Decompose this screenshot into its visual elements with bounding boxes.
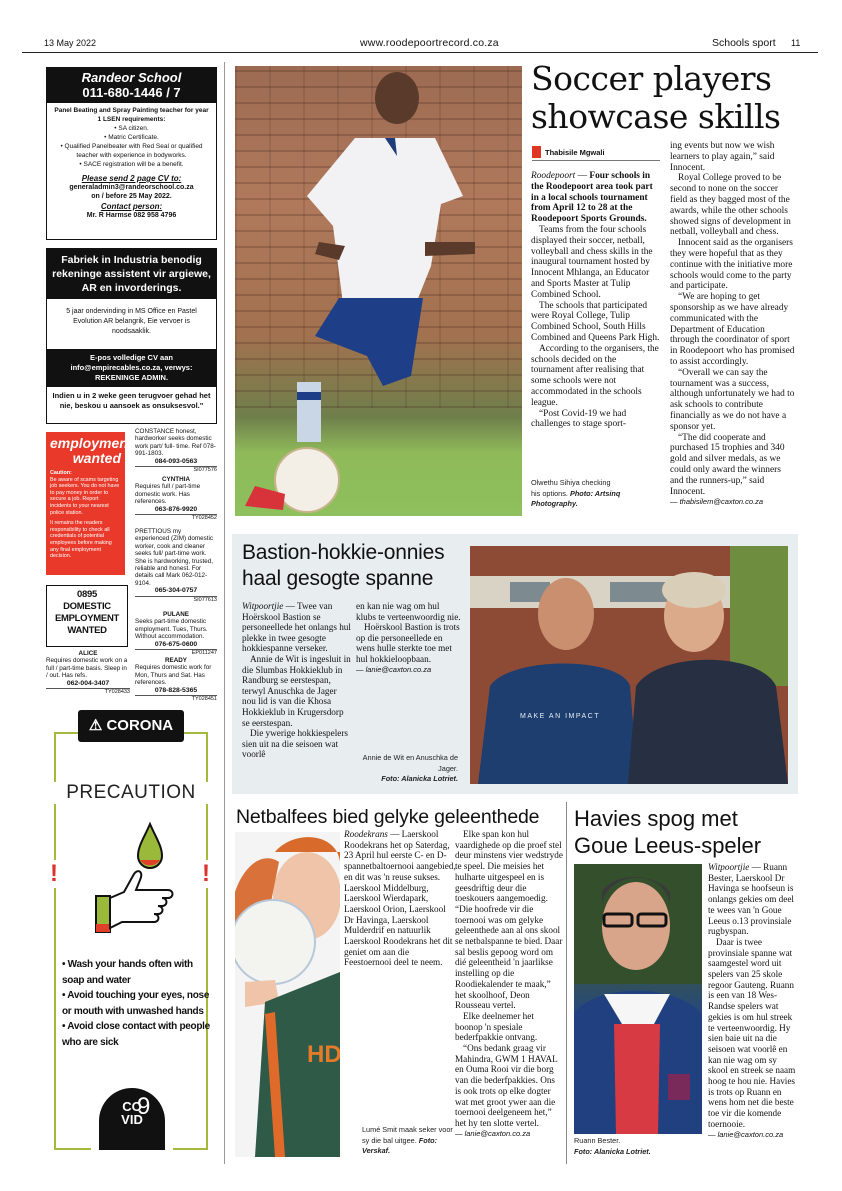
author-email[interactable]: — lanie@caxton.co.za [708,1129,784,1139]
fabriek-footer: Indien u in 2 weke geen terugvoer gehad het nie, beskou u aansoek as onsuksesvol." [52,391,211,410]
headline-line-2: haal gesogte spanne [242,567,434,590]
caption-text: Lumé Smit maak seker voor sy die bal uitgee. [362,1125,453,1145]
author-byline: Thabisile Mgwali [545,148,605,157]
randeor-phone: 011-680-1446 / 7 [82,85,181,100]
classified-text: Seeks part-time domestic employment. Tues, Thurs. Without accommodation. [135,618,208,641]
paragraph: Ruann Bester, Laerskool Dr Havinga se hoofseun is onlangs gekies om deel te wees van 'n Goue Leeus o.13 provinsiale rugbyspan. [708,862,794,937]
two-women-figure [470,546,788,784]
havies-headline [574,805,761,859]
column-divider [566,802,567,1164]
soccer-body-col1: Roodepoort — Four schools in the Roodepoort area took part in a local schools tournament from April 12 to 28 at the Roodepoort Sports Grounds. Teams from the four schools displayed their soccer, netball, volleyball and chess skills in the inaugural tournament hosted by Innocent Mhlanga, an Educator and Sports Master at Tulip Combined School. The schools that participated were Royal College, Tulip Combined School, South Hills Combined and Queens Park High. According to the organisers, the schools decided on the tournament after realising that some schools were not accommodated in the schools league. “Post Covid-19 we had challenges to stage sport- [531,171,660,430]
netball-photo-caption [362,1125,457,1157]
caption-text: Ruann Bester. [574,1136,621,1145]
classified-phone: 084-093-0563 [154,457,198,465]
wanted-title: wanted [72,450,121,466]
classified-name: CYNTHIA [162,476,190,483]
classified-ref: TY028433 [46,688,130,696]
classified-name: READY [164,657,188,664]
caption-text: Annie de Wit en Anuschka de Jager. [362,753,458,773]
netball-player-figure [235,832,340,1157]
netball-body-col2 [455,829,563,1139]
bastion-body-col2 [356,601,461,675]
paragraph: en kan nie wag om hul klubs te verteenwoordig nie. [356,601,461,622]
header-rule [22,52,818,53]
randeor-req-3: • Qualified Panelbeater with Red Seal or qualified teacher with experience in bodyworks. [60,143,203,159]
category-line-3: WANTED [67,625,107,636]
precaution-title: PRECAUTION [46,782,216,804]
randeor-req-1: • SA citizen. [114,125,149,132]
domestic-employment-box [46,585,128,647]
paragraph: Twee van Hoërskool Bastion se personeellede het onlangs hul plekke in twee gesogte hokkiespanne verseker. [242,601,351,654]
classified-text: CONSTANCE honest, hardworker seeks domestic work part/ full- time. Ref 078-991-1803. [135,428,216,458]
randeor-deadline: on / before 25 May 2022. [91,193,172,200]
paragraph: Laerskool Roodekrans het op Saterdag, 23 April hul eerste C- en D-spannetbaltoernooi aangebied, en dit was 'n reuse sukses. Laerskool Middelburg, Laerskool Wierdapark, Laerskool Orion, Laerskool Dr Havinga, Laerskool Mulderdrif en natuurlik Laerskool Roodekrans het dit geniet om aan die Feestoernooi deel te neem. [344,829,456,968]
jersey-text: HD [307,1041,340,1068]
randeor-job-heading: Panel Beating and Spray Painting teacher for year 1 LSEN requirements: [54,107,209,123]
paragraph: “Ons bedank graag vir Mahindra, GWM 1 HAVAL en Ouma Rooi vir die borg van die bederfpakkies. Ons is ook trots op elke dogter wat met groot ywer aan die toernooi deelgeneem het,” het hy ten slotte vertel. [455,1043,558,1128]
covid19-logo [99,1088,165,1150]
paragraph: Royal College proved to be second to none on the soccer field as they bagged most of the awards, while the other schools showed signs of development in netball, volleyball and chess. [670,173,791,238]
caution-note: It remains the readers responsibility to check all credentials of potential employees before making any final employment decision. [50,520,112,560]
author-email[interactable]: — lanie@caxton.co.za [356,664,432,674]
category-line-2: EMPLOYMENT [54,613,120,624]
classified-text: Requires full / part-time domestic work. Has references. [135,483,201,506]
paragraph: “The did cooperate and purchased 15 trophies and 340 gold and silver medals, as we could only award the winners and the runners-up,” said Innocent. [670,432,785,497]
logo-number: 9 [137,1093,151,1120]
column-divider [224,62,225,1164]
headline-line-2: showcase skills [531,97,781,136]
bastion-headline [242,540,444,592]
website-url[interactable]: www.roodepoortrecord.co.za [360,37,499,49]
exclamation-icon: ! [50,860,58,887]
randeor-cv-heading: Please send 2 page CV to: [81,174,182,183]
photo-credit: Foto: Verskaf. [362,1135,438,1155]
soccer-photo-caption [531,478,621,510]
caption-text: Olwethu Sihiya checking his options. [531,478,611,498]
bastion-body-col1: Witpoortjie — Twee van Hoërskool Bastion se personeellede het onlangs hul plekke in twee gesogte hokkiespanne verseker. Annie de Wit is ingesluit in die Slumbas Hokkieklub in Randburg se eerstespan, terwyl Anuschka de Jager nou lid is van die Khosa Hokkieklub in Krugersdorp se eerstespan. Die ywerige hokkiespelers sien uit na die seisoen wat voorlê [242,601,351,760]
randeor-contact-heading: Contact person: [100,202,163,211]
precaution-tips [62,957,210,1050]
classified-text: Requires domestic work on a full / part-time basis. Sleep in / out. Has refs. [46,657,128,680]
corona-precaution-ad [46,710,216,1160]
tip-wash-hands: • Wash your hands often with soap and water [62,959,193,986]
fabriek-requirements: 5 jaar ondervinding in MS Office en Pastel Evolution AR belangrik, Eie vervoer is noodsaaklik. [66,308,197,335]
classified-ref: SI077613 [135,596,217,604]
netball-headline: Netbalfees bied gelyke geleenthede [236,806,540,828]
paragraph: Daar is twee provinsiale spanne wat saamgestel word uit spelers van 25 skole regoor Gauteng. Ruann is een van 18 Wes-Randse spelers wat gekies is om hul streek te verteenwoordig. Hy sien baie uit na die seisoen wat voorlê en kan nie wag om sy skool en streek se naam hoog te hou nie. Havies is trots op Ruann en wens hom net die beste toe vir die komende toernooie. [708,936,796,1129]
havies-photo-caption [574,1136,702,1157]
photo-credit: Photo: Artsinq Photography. [531,488,621,508]
hockey-coaches-photo [470,546,788,784]
headline-line-2: Goue Leeus-speler [574,833,762,858]
dateline: Witpoortjie [242,601,284,611]
paragraph: The schools that participated were Royal College, Tulip Combined School, South Hills Combined and Queens Park High. [531,300,660,343]
classified-phone: 076-675-0600 [154,640,198,648]
category-line-1: DOMESTIC [63,601,111,612]
logo-text-bottom: VID [121,1112,143,1127]
paragraph: Annie de Wit is ingesluit in die Slumbas Hokkieklub in Randburg se eerstespan, terwyl Anuschka de Jager nou lid is van die Khosa Hokkieklub in Krugersdorp se eerstespan. [242,653,351,728]
dateline: Roodepoort [531,171,576,181]
paragraph: According to the organisers, the schools decided on the tournament after realising that some schools were not accommodated in the schools league. [531,343,659,408]
section-name: Schools sport [712,37,776,49]
exclamation-icon: ! [202,860,210,887]
lead-paragraph: Four schools in the Roodepoort area took part in a local schools tournament from April 12 to 28 at the Roodepoort Sports Grounds. [531,171,653,225]
caution-text: Be aware of scams targeting job seekers. You do not have to pay money in order to secure a job. Report incidents to your nearest police station. [50,476,120,516]
employment-title: employment [50,435,133,451]
paragraph: “We are hoping to get sponsorship as we have already communicated with the Department of Education through the coordinator of sport in Roodepoort who has promised to assist accordingly. [670,292,795,367]
classified-alice [46,650,130,696]
headline-line-1: Soccer players [531,59,772,98]
dateline: Roodekrans [344,829,388,839]
classified-phone: 078-828-5365 [154,686,198,694]
photo-credit: Foto: Alanicka Lotriet. [381,774,458,783]
category-code: 0895 [77,589,97,600]
classified-ref: SI077576 [135,466,217,474]
paragraph: Innocent said as the organisers they were hopeful that as they continue with the initiative more schools would come to the party and participate. [670,238,793,292]
classified-constance [135,428,217,474]
corona-badge: ⚠ CORONA [78,710,184,742]
paragraph: Elke span kon hul vaardighede op die proef stel deur minstens vier wedstryde te speel. Die meisies het hulharte uitgespeel en is geesdriftig deur die toeskouers aangemoedig. “Die hoofrede vir die toernooi was om gelyke geleenthede aan al ons skool se netbalspanne te bied. Daar sal beslis gepoog word om dié geleentheid 'n jaarlikse instelling op die Roodiekalender te maak,” het skoolhoof, Deon Rousseau vertel. [455,829,563,1011]
paragraph: ing events but now we wish learners to play again,” said Innocent. [670,141,775,173]
randeor-req-4: • SACE registration will be a benefit. [79,161,184,168]
soccer-player-figure [235,66,522,516]
soccer-headline [531,60,780,136]
paragraph: Elke deelnemer het boonop 'n spesiale bederfpakkie ontvang. [455,1010,538,1043]
tip-avoid-touching: • Avoid touching your eyes, nose or mouth with unwashed hands [62,990,210,1017]
issue-date: 13 May 2022 [44,38,97,48]
classified-text: Requires domestic work for Mon, Thurs and Sat. Has references. [135,664,212,687]
fabriek-heading: Fabriek in Industria benodig rekeninge assistent vir argiewe, AR en invorderings. [47,249,216,299]
paragraph: Teams from the four schools displayed their soccer, netball, volleyball and chess skills in the inaugural tournament hosted by Innocent Mhlanga, an Educator and Sports Master at Tulip Combined School. [531,224,653,300]
classified-phone: 063-876-9920 [154,505,198,513]
randeor-ad-header [47,68,216,103]
dateline: Witpoortjie [708,862,750,872]
soccer-player-photo [235,66,522,516]
author-email[interactable]: — lanie@caxton.co.za [455,1128,531,1138]
classified-text: PRETTIOUS my experienced (ZIM) domestic worker, cook and cleaner seeks full/ part-time work. She is hardworking, trusted, reliable and honest. For details call Mark 062-012-9104. [135,528,214,587]
paragraph: Hoërskool Bastion is trots op die personeellede en wens hulle sterkte toe met hul hokkieloopbaan. [356,622,460,664]
byline-rule [532,160,660,161]
classified-phone: 065-304-0757 [154,587,198,595]
byline-marker [532,146,541,158]
classified-phone: 062-004-3407 [66,679,110,687]
randeor-ad-body [47,103,216,223]
classified-ref: TY028451 [135,695,217,703]
photo-credit: Foto: Alanicka Lotriet. [574,1146,651,1156]
logo-text-top: CO [122,1099,142,1114]
fabriek-email-line: E-pos volledige CV aan info@empirecables.co.za, verwys: REKENINGE ADMIN. [47,349,216,387]
bastion-photo-caption [348,753,458,785]
shirt-text: MAKE AN IMPACT [520,713,600,720]
author-email[interactable]: — thabisilem@caxton.co.za [670,497,764,507]
paragraph: “Overall we can say the tournament was a success, although unfortunately we had to ask schools to contribute financially as we do not have a sponsor yet. [670,367,795,432]
employment-wanted-banner [46,432,133,575]
ruann-bester-photo [574,864,702,1134]
paragraph: “Post Covid-19 we had challenges to stage sport- [531,408,627,430]
tip-avoid-contact: • Avoid close contact with people who are sick [62,1021,210,1048]
classified-prettious [135,528,217,604]
classified-name: ALICE [78,650,98,657]
page-number: 11 [791,38,801,48]
headline-line-1: Havies spog met [574,806,738,831]
hand-wash-icon [88,820,178,940]
randeor-email[interactable]: generaladmin3@randeorschool.co.za [69,184,194,191]
soccer-body-col2 [670,141,795,508]
havies-body: Witpoortjie — Ruann Bester, Laerskool Dr Havinga se hoofseun is onlangs gekies om deel te wees van 'n Goue Leeus o.13 provinsiale rugbyspan. Daar is twee provinsiale spanne wat saamgestel word uit spelers van 25 skole regoor Gauteng. Ruann is een van 18 Wes-Randse spelers wat gekies is om hul streek te verteenwoordig. Hy sien baie uit na die seisoen wat voorlê en kan nie wag om sy skool en streek se naam hoog te hou nie. Havies is trots op Ruann en wens hom net die beste toe vir die komende toernooie. — lanie@caxton.co.za [708,862,798,1140]
boy-portrait-figure [574,864,702,1134]
randeor-school-ad [46,67,217,240]
classified-cynthia [135,476,217,522]
fabriek-ad [46,248,217,424]
randeor-school-name: Randeor School [81,70,182,85]
netball-player-photo [235,832,340,1157]
classified-name: PULANE [163,611,189,618]
paragraph: Die ywerige hokkiespelers sien uit na die seisoen wat voorlê [242,728,348,760]
classified-ref: EP011247 [135,649,217,657]
randeor-contact: Mr. R Harmse 082 958 4796 [86,212,177,219]
classified-pulane [135,611,217,657]
netball-body-col1: Roodekrans — Laerskool Roodekrans het op Saterdag, 23 April hul eerste C- en D-spannetbaltoernooi aangebied, en dit was 'n reuse sukses. Laerskool Middelburg, Laerskool Wierdapark, Laerskool Orion, Laerskool Dr Havinga, Laerskool Mulderdrif en natuurlik Laerskool Roodekrans het dit geniet om aan die Feestoernooi deel te neem. [344,829,456,968]
caution-label: Caution: [50,470,72,476]
headline-line-1: Bastion-hokkie-onnies [242,541,445,564]
randeor-req-2: • Matric Certificate. [104,134,159,141]
classified-ref: TY028452 [135,514,217,522]
classified-ready [135,657,217,703]
